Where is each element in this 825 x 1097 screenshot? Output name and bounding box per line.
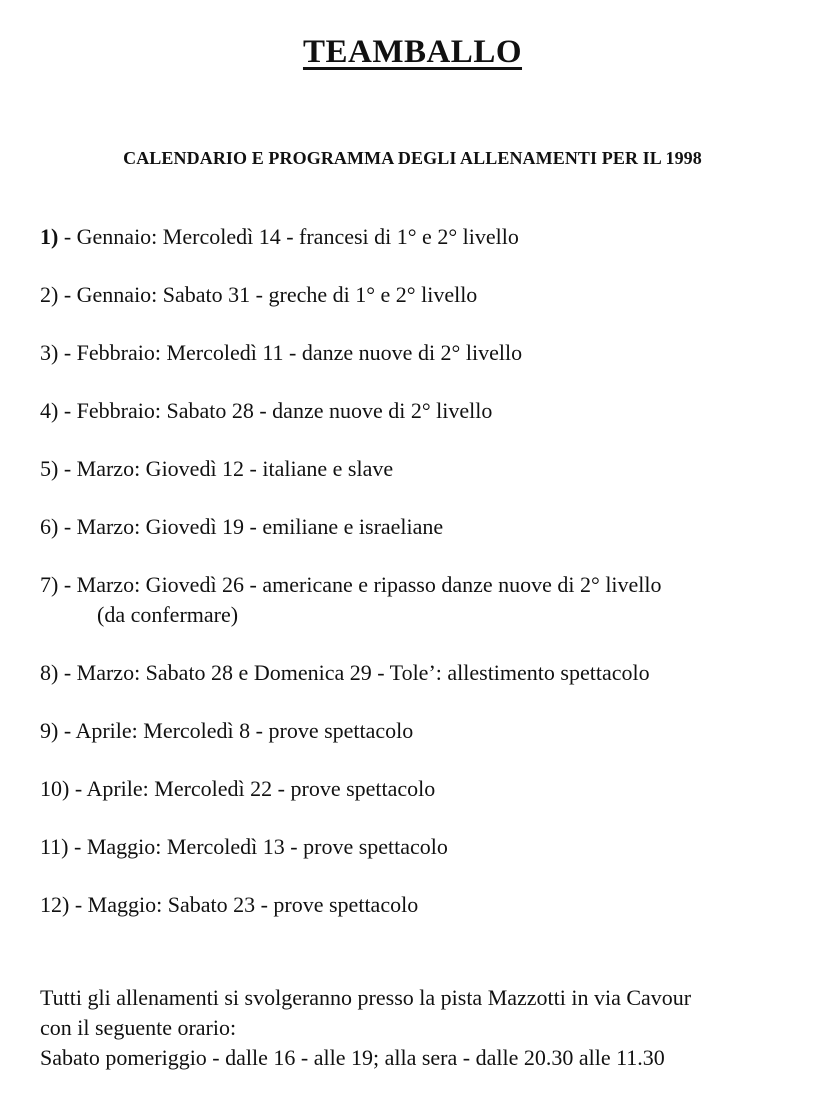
document-title: TEAMBALLO	[302, 34, 523, 70]
item-number: 1)	[40, 224, 59, 249]
schedule-item-1	[40, 222, 810, 280]
schedule-item-2	[40, 280, 810, 338]
schedule-item-8	[40, 658, 810, 716]
item-text: - Gennaio: Mercoledì 14 - francesi di 1° e 2° livello	[58, 224, 519, 249]
item-text: - Marzo: Sabato 28 e Domenica 29 - Tole’: allestimento spettacolo	[58, 660, 650, 685]
item-continuation: (da confermare)	[97, 602, 239, 627]
item-number: 9)	[40, 718, 59, 743]
schedule-list	[40, 222, 810, 948]
item-text: - Febbraio: Sabato 28 - danze nuove di 2° livello	[58, 398, 493, 423]
schedule-item-4	[40, 396, 810, 454]
item-number: 4)	[40, 398, 59, 423]
footer-line-3: Sabato pomeriggio - dalle 16 - alle 19; alla sera - dalle 20.30 alle 11.30	[40, 1045, 665, 1070]
schedule-item-7	[40, 570, 810, 658]
item-number: 5)	[40, 456, 59, 481]
footer-line-1: Tutti gli allenamenti si svolgeranno presso la pista Mazzotti in via Cavour	[40, 985, 692, 1010]
item-number: 2)	[40, 282, 59, 307]
item-text: - Marzo: Giovedì 19 - emiliane e israeliane	[58, 514, 444, 539]
item-text: - Aprile: Mercoledì 8 - prove spettacolo	[58, 718, 414, 743]
item-text: - Marzo: Giovedì 26 - americane e ripasso danze nuove di 2° livello	[58, 572, 662, 597]
schedule-item-12	[40, 890, 810, 948]
item-text: - Aprile: Mercoledì 22 - prove spettacolo	[69, 776, 436, 801]
item-number: 11)	[40, 834, 69, 859]
item-text: - Febbraio: Mercoledì 11 - danze nuove di 2° livello	[58, 340, 523, 365]
item-text: - Maggio: Sabato 23 - prove spettacolo	[69, 892, 419, 917]
schedule-item-11	[40, 832, 810, 890]
footer-note	[40, 983, 820, 1073]
item-text: - Gennaio: Sabato 31 - greche di 1° e 2° livello	[58, 282, 478, 307]
item-number: 12)	[40, 892, 70, 917]
item-text: - Marzo: Giovedì 12 - italiane e slave	[58, 456, 394, 481]
item-number: 8)	[40, 660, 59, 685]
footer-line-2: con il seguente orario:	[40, 1015, 237, 1040]
item-number: 7)	[40, 572, 59, 597]
document-subtitle: CALENDARIO E PROGRAMMA DEGLI ALLENAMENTI PER IL 1998	[123, 148, 702, 168]
item-number: 6)	[40, 514, 59, 539]
schedule-item-9	[40, 716, 810, 774]
schedule-item-5	[40, 454, 810, 512]
schedule-item-10	[40, 774, 810, 832]
item-number: 3)	[40, 340, 59, 365]
schedule-item-6	[40, 512, 810, 570]
schedule-item-3	[40, 338, 810, 396]
item-text: - Maggio: Mercoledì 13 - prove spettacolo	[68, 834, 448, 859]
item-number: 10)	[40, 776, 70, 801]
